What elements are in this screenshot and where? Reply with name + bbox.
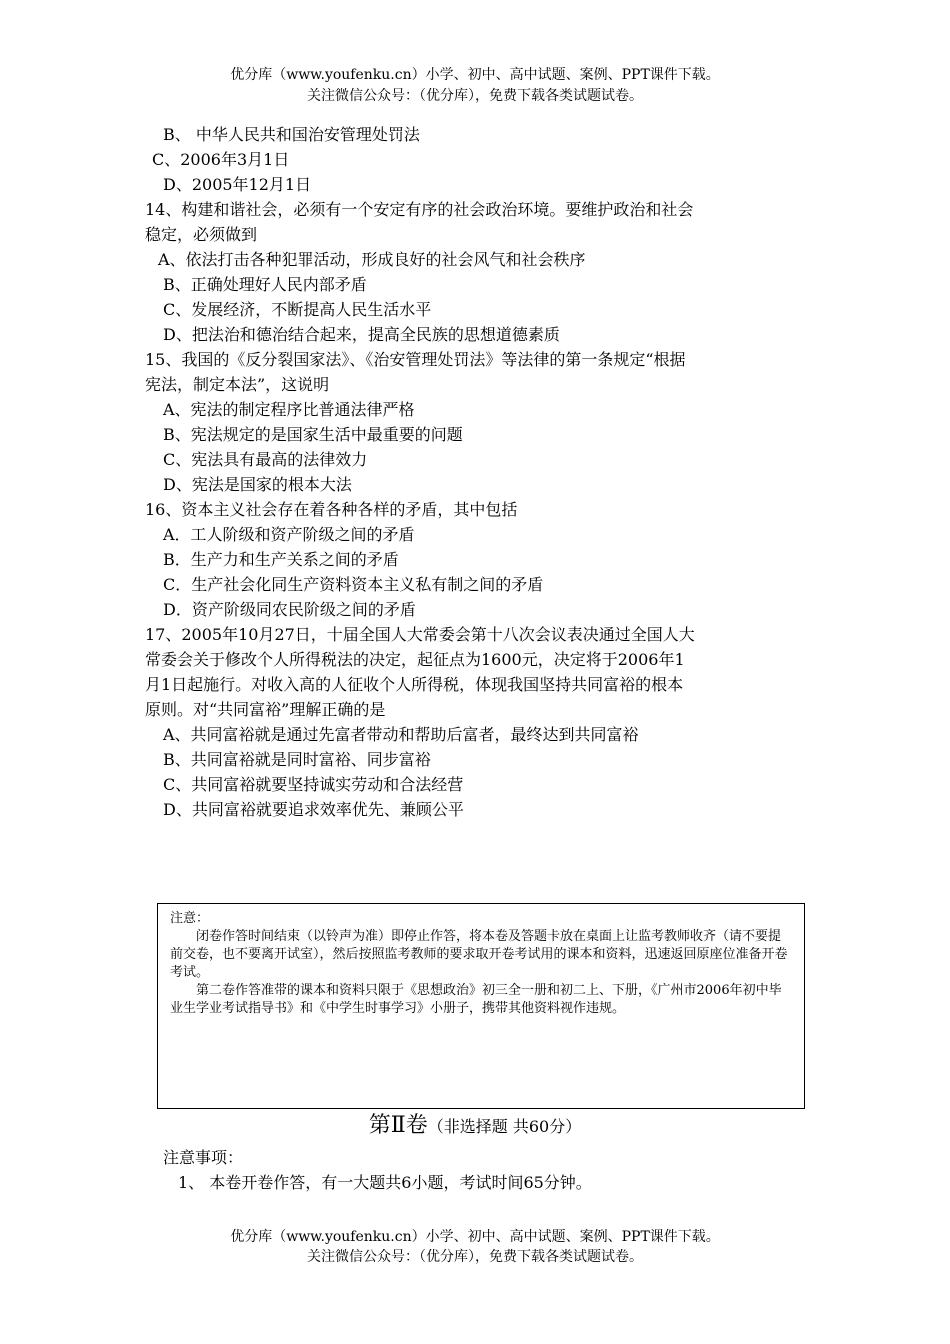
q13-option-c: C、2006年3月1日 [152, 150, 290, 169]
q17-stem-line-2: 常委会关于修改个人所得税法的决定，起征点为1600元，决定将于2006年1 [145, 650, 685, 669]
q16-option-d: D．资产阶级同农民阶级之间的矛盾 [163, 600, 416, 619]
section-2-title [0, 1108, 950, 1139]
instructions-heading: 注意事项： [163, 1148, 244, 1167]
q14-stem-line-2: 稳定，必须做到 [145, 225, 258, 244]
notice-box [157, 903, 805, 1109]
section-2-heading: 第Ⅱ卷 [368, 1113, 428, 1138]
q15-option-a: A、宪法的制定程序比普通法律严格 [163, 400, 415, 419]
notice-paragraph-1: 闭卷作答时间结束（以铃声为准）即停止作答，将本卷及答题卡放在桌面上让监考教师收齐（请不要提前交卷，也不要离开试室），然后按照监考教师的要求取开卷考试用的课本和资料，迅速返回原座位准备开卷考试。 [170, 929, 788, 980]
q17-option-a: A、共同富裕就是通过先富者带动和帮助后富者，最终达到共同富裕 [163, 725, 639, 744]
header-line-2: 关注微信公众号：（优分库），免费下载各类试题试卷。 [307, 88, 643, 104]
footer-line-2: 关注微信公众号：（优分库），免费下载各类试题试卷。 [307, 1249, 643, 1265]
q17-option-c: C、共同富裕就要坚持诚实劳动和合法经营 [163, 775, 464, 794]
q17-option-b: B、共同富裕就是同时富裕、同步富裕 [163, 750, 431, 769]
q14-option-a: A、依法打击各种犯罪活动，形成良好的社会风气和社会秩序 [158, 250, 586, 269]
q15-option-d: D、宪法是国家的根本大法 [163, 475, 352, 494]
notice-title: 注意： [170, 911, 210, 926]
q14-option-c: C、发展经济，不断提高人民生活水平 [163, 300, 432, 319]
notice-paragraph-2: 第二卷作答准带的课本和资料只限于《思想政治》初三全一册和初二上、下册，《广州市2006年初中毕业生学业考试指导书》和《中学生时事学习》小册子，携带其他资料视作违规。 [170, 983, 782, 1016]
q16-stem: 16、资本主义社会存在着各种各样的矛盾，其中包括 [145, 500, 518, 519]
q16-option-c: C．生产社会化同生产资料资本主义私有制之间的矛盾 [163, 575, 544, 594]
header-line-1: 优分库（www.youfenku.cn）小学、初中、高中试题、案例、PPT课件下载。 [230, 67, 720, 83]
q13-option-d: D、2005年12月1日 [163, 175, 312, 194]
q15-stem-line-1: 15、我国的《反分裂国家法》、《治安管理处罚法》等法律的第一条规定“根据 [145, 350, 686, 369]
q14-stem-line-1: 14、构建和谐社会，必须有一个安定有序的社会政治环境。要维护政治和社会 [145, 200, 694, 219]
q14-option-b: B、正确处理好人民内部矛盾 [163, 275, 367, 294]
q17-stem-line-4: 原则。对“共同富裕”理解正确的是 [145, 700, 386, 719]
q15-option-c: C、宪法具有最高的法律效力 [163, 450, 368, 469]
q13-option-b: B、 中华人民共和国治安管理处罚法 [163, 125, 420, 144]
q17-option-d: D、共同富裕就要追求效率优先、兼顾公平 [163, 800, 464, 819]
q17-stem-line-1: 17、2005年10月27日，十届全国人大常委会第十八次会议表决通过全国人大 [145, 625, 695, 644]
q15-option-b: B、宪法规定的是国家生活中最重要的问题 [163, 425, 463, 444]
instructions-item-1: 1、 本卷开卷作答，有一大题共6小题，考试时间65分钟。 [178, 1173, 592, 1192]
q14-option-d: D、把法治和德治结合起来，提高全民族的思想道德素质 [163, 325, 560, 344]
q16-option-b: B．生产力和生产关系之间的矛盾 [163, 550, 399, 569]
footer-line-1: 优分库（www.youfenku.cn）小学、初中、高中试题、案例、PPT课件下载。 [230, 1229, 720, 1245]
section-2-subtitle: （非选择题 共60分） [427, 1117, 582, 1136]
q17-stem-line-3: 月1日起施行。对收入高的人征收个人所得税，体现我国坚持共同富裕的根本 [145, 675, 684, 694]
q15-stem-line-2: 宪法，制定本法”，这说明 [145, 375, 330, 394]
q16-option-a: A．工人阶级和资产阶级之间的矛盾 [163, 525, 415, 544]
